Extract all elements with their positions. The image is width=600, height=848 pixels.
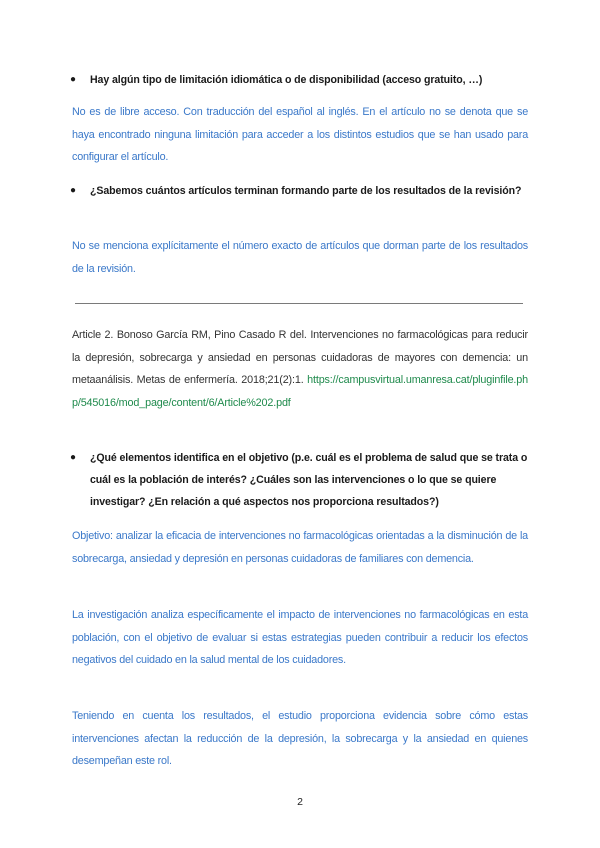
question-text: ¿Sabemos cuántos artículos terminan formando parte de los resultados de la revisión? [90, 185, 522, 197]
answer-results: Teniendo en cuenta los resultados, el estudio proporciona evidencia sobre cómo estas intervenciones afectan la reducción de la depresión, la sobrecarga y la ansiedad en quienes desempeñan este rol. [72, 710, 528, 767]
question-text: Hay algún tipo de limitación idiomática o de disponibilidad (acceso gratuito, …) [90, 74, 483, 86]
page-number: 2 [297, 796, 303, 808]
question-limitations [70, 69, 530, 91]
citation-link[interactable]: https://campusvirtual.umanresa.cat/pluginfile.php/545016/mod_page/content/6/Article%202.pdf [72, 374, 528, 409]
section-divider [75, 303, 523, 304]
answer-limitations: No es de libre acceso. Con traducción del español al inglés. En el artículo no se denota que se haya encontrado ninguna limitación para acceder a los distintos estudios que se han usado para configurar el artículo. [72, 106, 528, 163]
bullet-icon: ● [70, 452, 76, 463]
answer-article-count: No se menciona explícitamente el número exacto de artículos que dorman parte de los resultados de la revisión. [72, 240, 528, 275]
question-text: ¿Qué elementos identifica en el objetivo (p.e. cuál es el problema de salud que se trata o cuál es la población de interés? ¿Cuáles son las intervenciones o lo que se quiere investigar? ¿En relación a qué aspectos nos proporciona resultados?) [90, 452, 528, 508]
citation-text: Article 2. Bonoso García RM, Pino Casado R del. Intervenciones no farmacológicas para reducir la depresión, sobrecarga y ansiedad en personas cuidadoras de mayores con demencia: un metaanálisis. Metas de enfermería. 2018;21(2):1. [72, 329, 528, 386]
article-citation [72, 324, 528, 414]
answer-objective: Objetivo: analizar la eficacia de intervenciones no farmacológicas orientadas a la disminución de la sobrecarga, ansiedad y depresión en personas cuidadoras de familiares con demencia. [72, 530, 528, 565]
answer-research-focus: La investigación analiza específicamente el impacto de intervenciones no farmacológicas en esta población, con el objetivo de evaluar si estas estrategias pueden contribuir a reducir los efectos negativos del cuidado en la salud mental de los cuidadores. [72, 609, 528, 666]
question-objective [70, 447, 530, 513]
bullet-icon: ● [70, 74, 76, 85]
bullet-icon: ● [70, 185, 76, 196]
question-article-count [70, 180, 530, 202]
